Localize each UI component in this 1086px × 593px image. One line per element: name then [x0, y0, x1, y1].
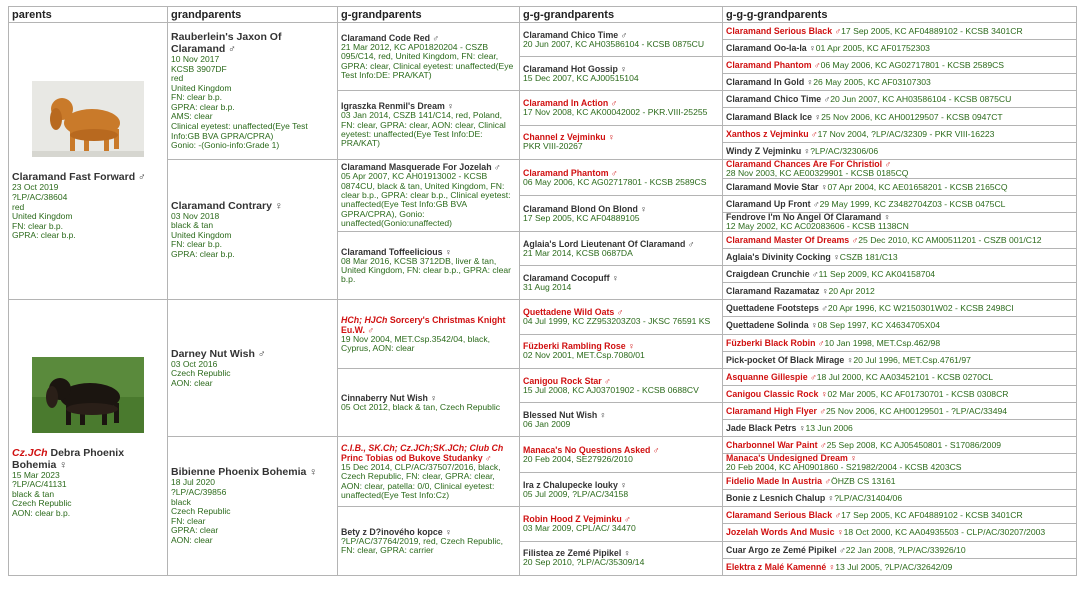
dog-name: Pick-pocket Of Black Mirage ♀	[726, 354, 854, 365]
dog-name: Claramand Hot Gossip ♀	[523, 64, 627, 75]
header-parents: parents	[9, 7, 168, 23]
g-g-g-grandparent-cell	[723, 231, 1077, 248]
dog-name-link[interactable]	[726, 355, 853, 365]
red-cocker-spaniel-photo	[32, 81, 144, 157]
dog-name-link[interactable]	[726, 26, 841, 36]
dog-details: 08 Sep 1997, KC X4634705X04	[817, 320, 940, 331]
dog-name: Bonie z Lesnich Chalup ♀	[726, 493, 835, 504]
g-g-grandparent-cell	[520, 91, 723, 125]
dog-details: 18 Jul 2000, KC AA03452101 - KCSB 0270CL	[816, 371, 993, 382]
dog-name: Füzberki Rambling Rose ♀	[523, 341, 635, 352]
dog-name: Claramand Chico Time ♂	[726, 94, 831, 105]
dog-name: Claramand Serious Black ♂	[726, 26, 842, 37]
dog-name: Jade Black Petrs ♀	[726, 423, 806, 434]
g-g-grandparent-cell	[520, 57, 723, 91]
pedigree-row	[9, 159, 1077, 178]
dog-details: 23 Oct 2019 ?LP/AC/38604 red United Kingdom FN: clear b.p. GPRA: clear b.p.	[12, 182, 76, 241]
g-g-grandparent-cell	[520, 266, 723, 300]
g-g-g-grandparent-cell	[723, 385, 1077, 402]
dog-name: Bibienne Phoenix Bohemia ♀	[171, 466, 318, 479]
dog-details: 13 Jul 2005, ?LP/AC/32642/09	[835, 561, 953, 572]
g-g-g-grandparent-cell	[723, 178, 1077, 195]
dog-name: Darney Nut Wish ♂	[171, 347, 266, 360]
dog-details: 20 Jun 2007, KC AH03586104 - KCSB 0875CU	[523, 38, 705, 49]
dog-details: 17 Sep 2005, KC AF04889102 - KCSB 3401CR	[841, 510, 1023, 521]
dog-name-link[interactable]	[171, 348, 334, 360]
dog-name: Claramand Contrary ♀	[171, 199, 283, 212]
g-g-g-grandparent-cell	[723, 159, 1077, 178]
g-g-grandparent-cell	[520, 507, 723, 541]
dog-name-link[interactable]	[726, 476, 831, 486]
dog-name: Claramand Master Of Dreams ♂	[726, 234, 859, 245]
title-text: HCh; HJCh	[341, 314, 388, 325]
dog-details: 17 Sep 2005, KC AF04889105	[523, 212, 640, 223]
g-grandparent-cell	[338, 368, 520, 436]
pedigree-table	[8, 6, 1077, 576]
dog-name-link[interactable]	[341, 443, 516, 463]
dog-name: Canigou Rock Star ♂	[523, 375, 611, 386]
g-g-g-grandparent-cell	[723, 23, 1077, 40]
header-grandparents: grandparents	[168, 7, 338, 23]
dog-details: 11 Sep 2009, KC AK04158704	[818, 269, 936, 280]
g-g-grandparent-cell	[520, 23, 723, 57]
g-g-grandparent-cell	[520, 541, 723, 575]
dog-name: Ira z Chalupecke louky ♀	[523, 480, 627, 491]
dog-name-link[interactable]	[341, 315, 516, 335]
dog-details: 06 May 2006, KC AG02717801 - KCSB 2589CS	[820, 60, 1005, 71]
grandparent-cell	[168, 159, 338, 300]
g-g-g-grandparent-cell	[723, 57, 1077, 74]
dog-details: 31 Aug 2014	[523, 282, 572, 293]
g-g-g-grandparent-cell	[723, 125, 1077, 142]
dog-details: CSZB 181/C13	[839, 252, 898, 263]
dog-details: 20 Apr 1996, KC W2150301W02 - KCSB 2498CI	[827, 303, 1014, 314]
g-g-g-grandparent-cell	[723, 249, 1077, 266]
dog-name: Asquanne Gillespie ♂	[726, 371, 817, 382]
dog-name: Cinnaberry Nut Wish ♀	[341, 392, 437, 403]
dog-name: Claramand Masquerade For Jozelah ♂	[341, 162, 501, 173]
dog-name-link[interactable]	[726, 112, 821, 122]
g-g-g-grandparent-cell	[723, 490, 1077, 507]
dog-name: Canigou Classic Rock ♀	[726, 388, 828, 399]
dog-details: 20 Jul 1996, MET.Csp.4761/97	[853, 354, 971, 365]
dog-name-link[interactable]	[726, 372, 817, 382]
dog-name: Aglaia's Lord Lieutenant Of Claramand ♂	[523, 238, 695, 249]
dog-details: 05 Jul 2009, ?LP/AC/34158	[523, 489, 629, 500]
dog-name: Claramand Cocopuff ♀	[523, 273, 619, 284]
dog-details: ?LP/AC/32306/06	[810, 145, 879, 156]
header-g-g-grandparents: g-g-grandparents	[520, 7, 723, 23]
dog-name-link[interactable]	[726, 182, 827, 192]
dog-details: ?LP/AC/31404/06	[834, 493, 903, 504]
dog-name: Claramand Phantom ♂	[523, 167, 618, 178]
dog-details: PKR VIII-20267	[523, 141, 583, 152]
dog-name-link[interactable]	[171, 31, 334, 55]
dog-details: 20 Feb 2004, KC AH0901860 - S21982/2004 - KCSB 4203CS	[726, 462, 962, 473]
g-g-grandparent-cell	[520, 437, 723, 473]
dog-name-link[interactable]	[726, 545, 846, 555]
dog-details: 20 Feb 2004, SE27926/2010	[523, 453, 633, 464]
dog-details: 06 Jan 2009	[523, 418, 571, 429]
dog-name-link[interactable]	[726, 286, 828, 296]
dog-name-link[interactable]	[726, 146, 810, 156]
grandparent-cell	[168, 23, 338, 160]
dog-details: 10 Nov 2017 KCSB 3907DF red United Kingdom FN: clear b.p. GPRA: clear b.p. AMS: clear Clinical eyetest: unaffected(Eye Test Info:GB BVA GPRA/CPRA) Gonio: -(Gonio-info:Grade 1)	[171, 53, 308, 151]
black-tan-cocker-spaniel-photo	[32, 357, 144, 433]
dog-details: 19 Nov 2004, MET.Csp.3542/04, black, Cyprus, AON: clear	[341, 333, 491, 353]
dog-details: 12 May 2002, KC AC02083606 - KCSB 1138CN	[726, 220, 909, 231]
dog-name: Xanthos z Vejminku ♂	[726, 128, 818, 139]
dog-details: 06 May 2006, KC AG02717801 - KCSB 2589CS	[523, 176, 707, 187]
dog-name: Robin Hood Z Vejminku ♂	[523, 514, 631, 525]
dog-name: Claramand In Gold ♀	[726, 77, 814, 88]
g-grandparent-cell	[338, 23, 520, 91]
g-g-g-grandparent-cell	[723, 317, 1077, 334]
dog-name: Claramand Phantom ♂	[726, 60, 821, 71]
dog-name: Cuar Argo ze Zemé Pipikel ♂	[726, 544, 846, 555]
dog-name: Manaca's No Questions Asked ♂	[523, 444, 660, 455]
dog-details: 02 Nov 2001, MET.Csp.7080/01	[523, 350, 645, 361]
pedigree-row	[9, 300, 1077, 317]
dog-details: 17 Nov 2004, ?LP/AC/32309 - PKR VIII-16223	[817, 128, 995, 139]
dog-name-link[interactable]	[726, 94, 830, 104]
dog-name: Claramand Chances Are For Christiol ♂	[726, 159, 892, 169]
dog-details: 04 Jul 1999, KC ZZ953203Z03 - JKSC 76591 KS	[523, 316, 711, 327]
g-g-g-grandparent-cell	[723, 541, 1077, 558]
dog-name-link[interactable]	[726, 389, 827, 399]
dog-name-link[interactable]	[726, 562, 835, 572]
dog-name-link[interactable]	[726, 269, 819, 279]
dog-name-link[interactable]	[12, 447, 164, 471]
dog-name: Blessed Nut Wish ♀	[523, 409, 607, 420]
g-g-g-grandparent-cell	[723, 524, 1077, 541]
g-grandparent-cell	[338, 91, 520, 159]
grandparent-cell	[168, 437, 338, 576]
dog-name: Rauberlein's Jaxon Of Claramand ♂	[171, 30, 282, 55]
dog-name: Quettadene Wild Oats ♂	[523, 307, 624, 318]
dog-name: Claramand Blond On Blond ♀	[523, 203, 647, 214]
g-g-g-grandparent-cell	[723, 454, 1077, 473]
dog-name: Claramand Movie Star ♀	[726, 181, 828, 192]
dog-name-link[interactable]	[726, 320, 818, 330]
dog-name: Elektra z Malé Kamenné ♀	[726, 561, 836, 572]
g-g-g-grandparent-cell	[723, 91, 1077, 108]
dog-details: 28 Nov 2003, KC AE00329901 - KCSB 0185CQ	[726, 167, 909, 178]
dog-name: Claramand Up Front ♂	[726, 198, 820, 209]
dog-name: Quettadene Footsteps ♂	[726, 303, 828, 314]
dog-name-link[interactable]	[726, 406, 826, 416]
dog-details: 25 Nov 2006, KC AH00129501 - ?LP/AC/33494	[825, 405, 1008, 416]
dog-name-link[interactable]	[726, 77, 813, 87]
dog-details: 07 Apr 2004, KC AE01658201 - KCSB 2165CQ	[827, 181, 1008, 192]
dog-name-link[interactable]	[726, 423, 805, 433]
dog-name: Filistea ze Zemé Pipikel ♀	[523, 548, 631, 559]
g-g-g-grandparent-cell	[723, 40, 1077, 57]
g-g-g-grandparent-cell	[723, 473, 1077, 490]
g-g-grandparent-cell	[520, 300, 723, 334]
dog-name: Fendrove I'm No Angel Of Claramand ♀	[726, 212, 891, 222]
dog-details: 18 Jul 2020 ?LP/AC/39856 black Czech Republic FN: clear GPRA: clear AON: clear	[171, 477, 231, 545]
g-g-grandparent-cell	[520, 334, 723, 368]
dog-details: 25 Sep 2008, KC AJ05450801 - S17086/2009	[826, 440, 1002, 451]
g-g-g-grandparent-cell	[723, 266, 1077, 283]
g-g-grandparent-cell	[520, 402, 723, 436]
dog-details: 22 Jan 2008, ?LP/AC/33926/10	[845, 544, 966, 555]
sire-cell	[9, 23, 168, 300]
dog-details: 15 Dec 2007, KC AJ00515104	[523, 73, 639, 84]
g-grandparent-cell	[338, 159, 520, 231]
g-grandparent-cell	[338, 300, 520, 368]
dog-details: 25 Nov 2006, KC AH00129507 - KCSB 0947CT	[821, 111, 1003, 122]
g-g-g-grandparent-cell	[723, 368, 1077, 385]
dog-name-link[interactable]	[726, 43, 816, 53]
g-g-g-grandparent-cell	[723, 558, 1077, 575]
dog-details: 20 Apr 2012	[828, 286, 875, 297]
g-g-g-grandparent-cell	[723, 142, 1077, 159]
dog-name: Aglaia's Divinity Cocking ♀	[726, 252, 840, 263]
dog-name: Charbonnel War Paint ♂	[726, 440, 827, 451]
dog-name-link[interactable]	[171, 200, 334, 212]
g-g-g-grandparent-cell	[723, 195, 1077, 212]
dog-details: ?LP/AC/37764/2019, red, Czech Republic, FN: clear, GPRA: carrier	[341, 535, 503, 556]
title-text: C.I.B., SK.Ch; Cz.JCh;SK.JCh; Club Ch	[341, 442, 504, 453]
pedigree-row	[9, 23, 1077, 40]
dog-name: Jozelah Words And Music ♀	[726, 527, 844, 538]
dog-name-link[interactable]	[726, 199, 820, 209]
g-g-g-grandparent-cell	[723, 212, 1077, 231]
g-g-g-grandparent-cell	[723, 351, 1077, 368]
dog-details: 29 May 1999, KC Z3482704Z03 - KCSB 0475CL	[819, 198, 1006, 209]
g-g-g-grandparent-cell	[723, 283, 1077, 300]
dog-name: Claramand Toffeelicious ♀	[341, 246, 452, 257]
dog-details: 20 Sep 2010, ?LP/AC/35309/14	[523, 557, 645, 568]
dog-details: 17 Nov 2008, KC AK00042002 - PKR.VIII-25255	[523, 107, 708, 118]
title-text: Cz.JCh	[12, 446, 48, 459]
header-row	[9, 7, 1077, 23]
dog-name-link[interactable]	[726, 493, 834, 503]
dog-details: 15 Jul 2008, KC AJ03701902 - KCSB 0688CV	[523, 384, 699, 395]
dog-name: Claramand Black Ice ♀	[726, 111, 822, 122]
dog-name: Claramand In Action ♂	[523, 98, 618, 109]
dog-details: 21 Mar 2012, KC AP01820204 - CSZB 095/C14, red, United Kingdom, FN: clear, GPRA: clear, Clinical eyetest: unaffected(Eye Test Info:DE: PRA/KAT)	[341, 41, 514, 81]
dog-name: Claramand Serious Black ♂	[726, 510, 842, 521]
dog-name: Claramand Razamataz ♀	[726, 286, 829, 297]
g-g-grandparent-cell	[520, 159, 723, 195]
dog-details: 15 Dec 2014, CLP/AC/37507/2016, black, Czech Republic, FN: clear, GPRA: clear, AON: clear, patella: 0/0, Clinical eyetest: unaffected(Eye Test Info:Cz)	[341, 461, 501, 501]
dog-details: 13 Jun 2006	[805, 423, 853, 434]
g-g-g-grandparent-cell	[723, 300, 1077, 317]
dog-name: Igraszka Renmil's Dream ♀	[341, 101, 454, 112]
dog-name: Quettadene Solinda ♀	[726, 320, 818, 331]
dog-name: Craigdean Crunchie ♂	[726, 269, 819, 280]
dog-details: 05 Apr 2007, KC AH01913002 - KCSB 0874CU, black & tan, United Kingdom, FN: clear b.p., GPRA: clear b.p., Clinical eyetest: unaffected(Eye Test Info:GB BVA GPRA/CPRA), Gonio: unaffected(Gonio:unaffected)	[341, 171, 511, 229]
dog-details: 08 Mar 2016, KCSB 3712DB, liver & tan, United Kingdom, FN: clear b.p., GPRA: clear b.p.	[341, 255, 512, 285]
g-g-grandparent-cell	[520, 473, 723, 507]
g-g-g-grandparent-cell	[723, 437, 1077, 454]
dog-name: Claramand Fast Forward ♂	[12, 171, 146, 184]
g-grandparent-cell	[338, 231, 520, 299]
g-g-grandparent-cell	[520, 195, 723, 231]
dog-name: Fidelio Made In Austria ♂	[726, 476, 832, 487]
dog-name-link[interactable]	[726, 129, 818, 139]
dog-details: 21 Mar 2014, KCSB 0687DA	[523, 247, 633, 258]
dog-name-link[interactable]	[726, 303, 828, 313]
g-g-g-grandparent-cell	[723, 507, 1077, 524]
dog-details: 26 May 2005, KC AF03107303	[813, 77, 931, 88]
g-g-grandparent-cell	[520, 125, 723, 159]
dog-name-link[interactable]	[726, 527, 844, 537]
dog-details: 25 Dec 2010, KC AM00511201 - CSZB 001/C12	[858, 234, 1042, 245]
dog-name-link[interactable]	[726, 510, 841, 520]
dog-details: 20 Jun 2007, KC AH03586104 - KCSB 0875CU	[830, 94, 1012, 105]
dog-name: Claramand Chico Time ♂	[523, 29, 628, 40]
dog-name: Windy Z Vejminku ♀	[726, 145, 811, 156]
g-g-grandparent-cell	[520, 368, 723, 402]
dog-details: 05 Oct 2012, black & tan, Czech Republic	[341, 401, 501, 412]
dam-cell	[9, 300, 168, 575]
dog-details: 01 Apr 2005, KC AF01752303	[815, 43, 930, 54]
dog-details: 10 Jan 1998, MET.Csp.462/98	[824, 337, 941, 348]
dog-details: 03 Jan 2014, CSZB 141/C14, red, Poland, FN: clear, GPRA: clear, AON: clear, Clinical eyetest: unaffected(Eye Test Info:DE: PRA/KAT)	[341, 110, 506, 149]
g-g-g-grandparent-cell	[723, 402, 1077, 419]
dog-details: ÖHZB CS 13161	[831, 476, 896, 487]
dog-details: 03 Mar 2009, CPL/AC/ 34470	[523, 523, 636, 534]
dog-name: Princ Tobias od Bukove Studanky ♂	[341, 452, 492, 463]
dog-details: 15 Mar 2023 ?LP/AC/41131 black & tan Czech Republic AON: clear b.p.	[12, 469, 72, 518]
dog-name-link[interactable]	[726, 440, 827, 450]
header-g-g-g-grandparents: g-g-g-grandparents	[723, 7, 1077, 23]
dog-name: Manaca's Undesigned Dream ♀	[726, 453, 857, 464]
g-g-g-grandparent-cell	[723, 419, 1077, 436]
dog-name-link[interactable]	[726, 338, 825, 348]
g-g-g-grandparent-cell	[723, 74, 1077, 91]
g-grandparent-cell	[338, 507, 520, 575]
dog-details: 18 Oct 2000, KC AA04935503 - CLP/AC/30207/2003	[843, 527, 1046, 538]
dog-name: Claramand High Flyer ♂	[726, 405, 826, 416]
dog-name: Bety z D?inového kopce ♀	[341, 526, 452, 537]
dog-name-link[interactable]	[726, 60, 821, 70]
pedigree-body	[9, 23, 1077, 576]
pedigree-row	[9, 437, 1077, 454]
dog-name: Sorcery's Christmas Knight Eu.W. ♂	[341, 314, 506, 335]
dog-details: 02 Mar 2005, KC AF01730701 - KCSB 0308CR	[827, 388, 1009, 399]
g-grandparent-cell	[338, 437, 520, 507]
dog-name: Claramand Code Red ♂	[341, 32, 440, 43]
dog-name: Channel z Vejminku ♀	[523, 132, 615, 143]
dog-name-link[interactable]	[726, 252, 840, 262]
dog-name-link[interactable]	[726, 235, 858, 245]
dog-details: 03 Oct 2016 Czech Republic AON: clear	[171, 358, 231, 388]
dog-name: Claramand Oo-la-la ♀	[726, 43, 816, 54]
grandparent-cell	[168, 300, 338, 437]
dog-details: 17 Sep 2005, KC AF04889102 - KCSB 3401CR	[841, 26, 1023, 37]
g-g-g-grandparent-cell	[723, 108, 1077, 125]
g-g-grandparent-cell	[520, 231, 723, 265]
dog-name: Füzberki Black Robin ♂	[726, 337, 825, 348]
dog-name: Debra Phoenix Bohemia ♀	[12, 446, 125, 471]
g-g-g-grandparent-cell	[723, 334, 1077, 351]
header-g-grandparents: g-grandparents	[338, 7, 520, 23]
dog-details: 03 Nov 2018 black & tan United Kingdom FN: clear b.p. GPRA: clear b.p.	[171, 210, 235, 259]
